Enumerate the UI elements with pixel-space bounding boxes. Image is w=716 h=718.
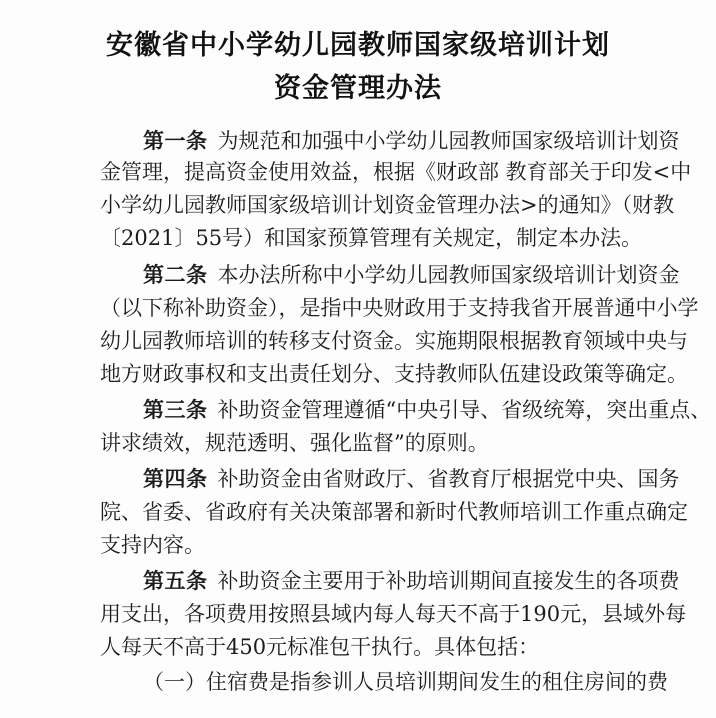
article-5-text-1: 补助资金主要用于补助培训期间直接发生的各项费 xyxy=(217,569,680,593)
article-5-line-2: 用支出，各项费用按照县域内每人每天不高于190元，县域外每 xyxy=(100,602,687,626)
article-5-label: 第五条 xyxy=(143,569,208,593)
article-4-line-3: 支持内容。 xyxy=(100,533,205,557)
article-4-label: 第四条 xyxy=(143,467,208,491)
article-5-line-4: （一）住宿费是指参训人员培训期间发生的租住房间的费 xyxy=(143,670,668,694)
article-2-line-2: （以下称补助资金），是指中央财政用于支持我省开展普通中小学 xyxy=(100,296,699,320)
article-1-text-1: 为规范和加强中小学幼儿园教师国家级培训计划资 xyxy=(217,129,680,153)
article-1-label: 第一条 xyxy=(143,129,208,153)
article-4-line-1 xyxy=(143,464,680,494)
article-2-line-3: 幼儿园教师培训的转移支付资金。实施期限根据教育领域中央与 xyxy=(100,329,688,353)
article-3-label: 第三条 xyxy=(143,398,208,422)
article-4-text-1: 补助资金由省财政厅、省教育厅根据党中央、国务 xyxy=(217,467,680,491)
article-2-line-4: 地方财政事权和支出责任划分、支持教师队伍建设政策等确定。 xyxy=(100,362,688,386)
article-3-text-1: 补助资金管理遵循“中央引导、省级统筹，突出重点、 xyxy=(217,398,712,422)
article-5-line-3: 人每天不高于450元标准包干执行。具体包括： xyxy=(100,635,540,659)
article-2-label: 第二条 xyxy=(143,263,208,287)
article-3-line-2: 讲求绩效，规范透明、强化监督”的原则。 xyxy=(100,431,489,455)
article-1-line-4: 〔2021〕55号）和国家预算管理有关规定，制定本办法。 xyxy=(100,226,643,250)
article-3-line-1 xyxy=(143,395,712,425)
article-2-line-1 xyxy=(143,260,680,290)
article-1-line-1 xyxy=(143,126,680,156)
document-title-line-1: 安徽省中小学幼儿园教师国家级培训计划 xyxy=(106,30,610,61)
article-4-line-2: 院、省委、省政府有关决策部署和新时代教师培训工作重点确定 xyxy=(100,500,688,524)
document-title-line-2: 资金管理办法 xyxy=(274,73,442,104)
article-1-line-2: 金管理，提高资金使用效益，根据《财政部 教育部关于印发<中 xyxy=(100,160,692,184)
article-2-text-1: 本办法所称中小学幼儿园教师国家级培训计划资金 xyxy=(217,263,680,287)
article-5-line-1 xyxy=(143,566,680,596)
article-1-line-3: 小学幼儿园教师国家级培训计划资金管理办法>的通知》（财教 xyxy=(100,193,675,217)
